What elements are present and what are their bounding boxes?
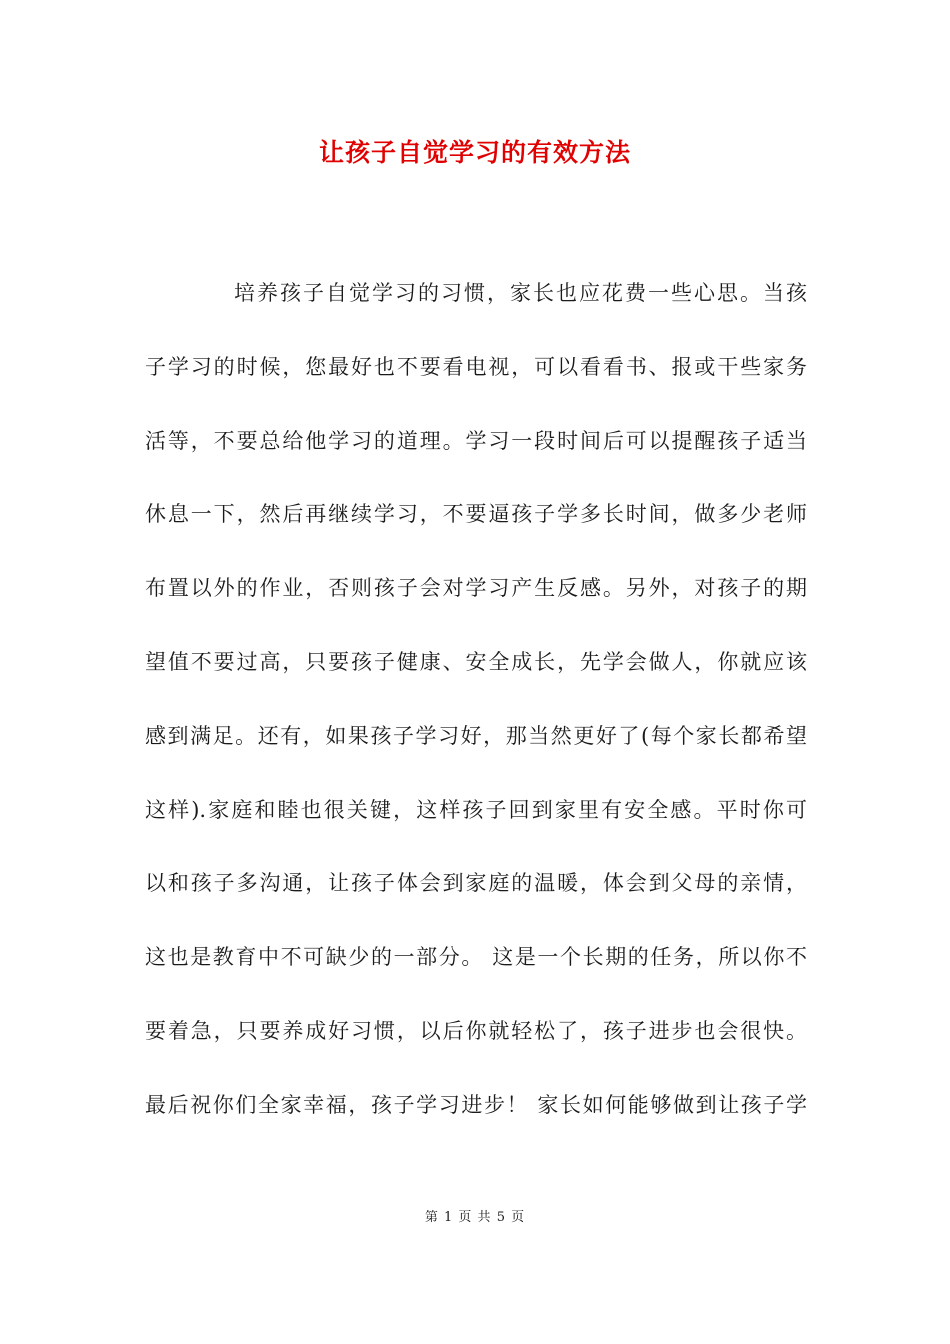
body-line: 望值不要过高，只要孩子健康、安全成长，先学会做人，你就应该 (145, 649, 807, 674)
body-line: 这样).家庭和睦也很关键，这样孩子回到家里有安全感。平时你可 (145, 797, 807, 822)
body-line: 这也是教育中不可缺少的一部分。 这是一个长期的任务，所以你不 (145, 945, 807, 970)
body-line: 最后祝你们全家幸福，孩子学习进步！ 家长如何能够做到让孩子学 (145, 1092, 807, 1117)
body-line: 布置以外的作业，否则孩子会对学习产生反感。另外，对孩子的期 (145, 576, 807, 601)
body-line: 以和孩子多沟通，让孩子体会到家庭的温暖，体会到父母的亲情， (145, 871, 807, 896)
body-line: 活等，不要总给他学习的道理。学习一段时间后可以提醒孩子适当 (145, 428, 807, 453)
body-line: 培养孩子自觉学习的习惯，家长也应花费一些心思。当孩 (234, 281, 807, 305)
page-number-footer: 第 1 页 共 5 页 (424, 1210, 526, 1225)
body-line: 要着急，只要养成好习惯，以后你就轻松了，孩子进步也会很快。 (145, 1018, 807, 1043)
document-title: 让孩子自觉学习的有效方法 (318, 138, 631, 167)
body-line: 子学习的时候，您最好也不要看电视，可以看看书、报或干些家务 (145, 354, 807, 379)
body-line: 休息一下，然后再继续学习，不要逼孩子学多长时间，做多少老师 (145, 502, 807, 527)
body-line: 感到满足。还有，如果孩子学习好，那当然更好了(每个家长都希望 (145, 723, 807, 748)
document-body (145, 273, 807, 1159)
